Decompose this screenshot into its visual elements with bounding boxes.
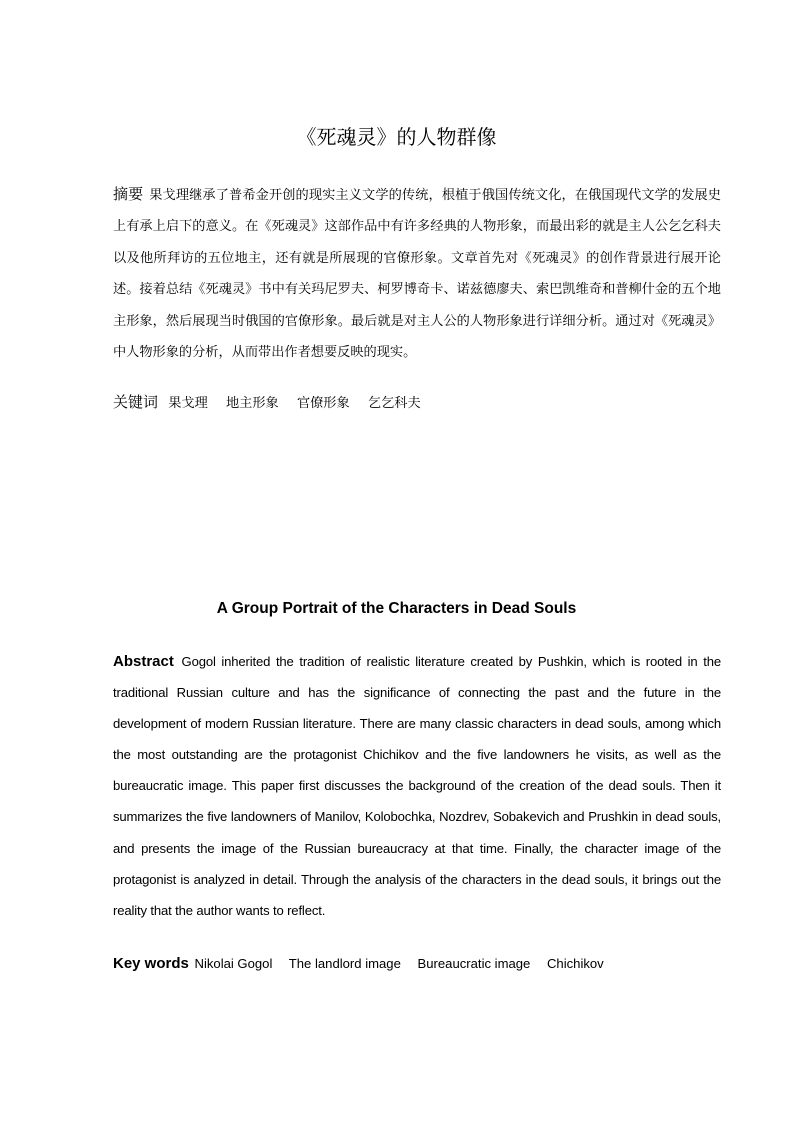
chinese-keyword: 乞乞科夫 xyxy=(367,396,421,411)
english-keywords-label: Key words xyxy=(113,955,189,972)
chinese-abstract-text: 果戈理继承了普希金开创的现实主义文学的传统，根植于俄国传统文化，在俄国现代文学的发展史上有承上启下的意义。在《死魂灵》这部作品中有许多经典的人物形象，而最出彩的就是主人公乞乞科夫以及他所拜访的五位地主，还有就是所展现的官僚形象。文章首先对《死魂灵》的创作背景进行展开论述。接着总结《死魂灵》书中有关玛尼罗夫、柯罗博奇卡、诺兹德廖夫、索巴凯维奇和普柳什金的五个地主形象，然后展现当时俄国的官僚形象。最后就是对主人公的人物形象进行详细分析。通过对《死魂灵》中人物形象的分析，从而带出作者想要反映的现实。 xyxy=(113,188,721,361)
english-keywords xyxy=(113,950,721,978)
chinese-abstract-label: 摘要 xyxy=(113,185,144,203)
english-abstract-text: Gogol inherited the tradition of realistic literature created by Pushkin, which is rooted in the traditional Russian culture and has the significance of connecting the past and the future in the development of modern Russian literature. There are many classic characters in dead souls, among which the most outstanding are the protagonist Chichikov and the five landowners he visits, as well as the bureaucratic image. This paper first discusses the background of the creation of the dead souls. Then it summarizes the five landowners of Manilov, Kolobochka, Nozdrev, Sobakevich and Prushkin in dead souls, and presents the image of the Russian bureaucracy at that time. Finally, the character image of the protagonist is analyzed in detail. Through the analysis of the characters in the dead souls, it brings out the reality that the author wants to reflect. xyxy=(113,654,721,918)
english-title: A Group Portrait of the Characters in Dead Souls xyxy=(216,600,577,617)
chinese-title: 《死魂灵》的人物群像 xyxy=(296,125,497,149)
chinese-keyword: 果戈理 xyxy=(168,396,208,411)
english-keyword: Bureaucratic image xyxy=(417,956,531,971)
chinese-keyword: 官僚形象 xyxy=(296,396,350,411)
chinese-keywords-label: 关键词 xyxy=(113,393,159,411)
english-keyword: Nikolai Gogol xyxy=(194,956,273,971)
english-keyword: Chichikov xyxy=(546,956,604,971)
english-abstract xyxy=(113,646,721,926)
chinese-abstract xyxy=(113,179,721,368)
chinese-keywords xyxy=(113,388,721,418)
english-abstract-label: Abstract xyxy=(113,653,174,670)
chinese-keyword: 地主形象 xyxy=(225,396,279,411)
english-keyword: The landlord image xyxy=(288,956,401,971)
